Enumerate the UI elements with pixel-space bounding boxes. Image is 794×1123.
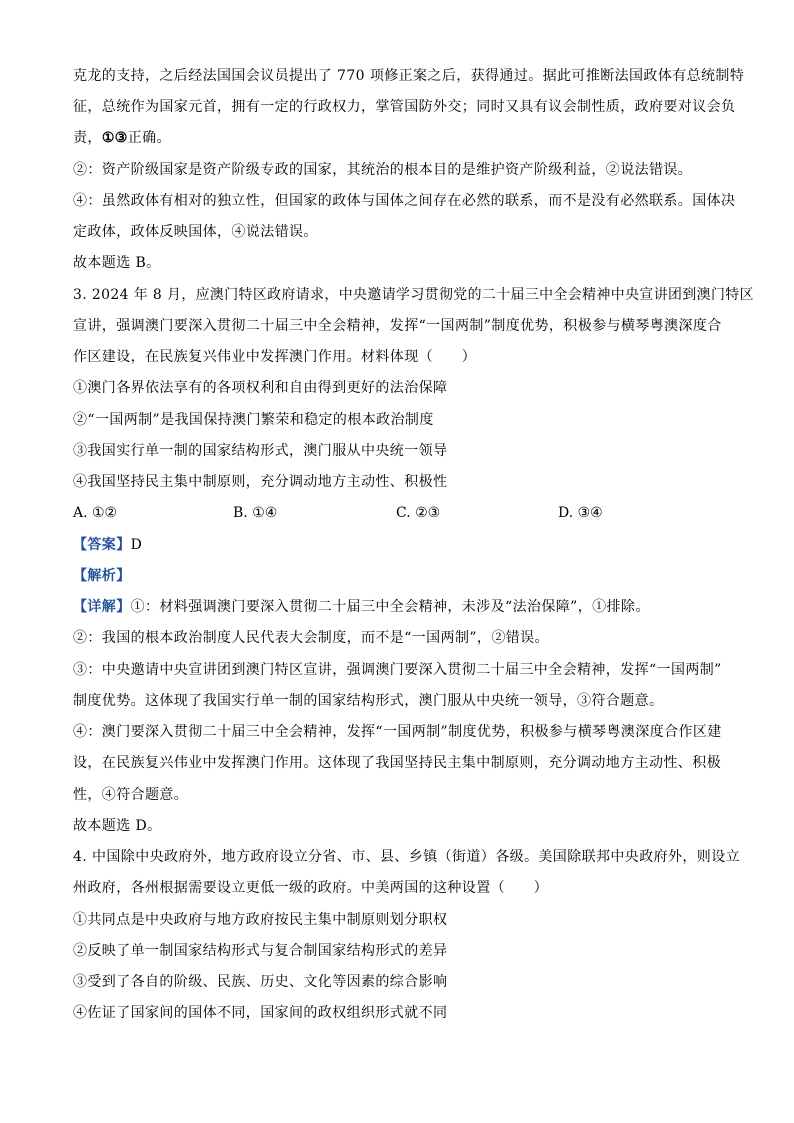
prev-conclusion: 故本题选 B。: [73, 255, 161, 271]
prev-explanation-text: 正确。: [127, 130, 171, 146]
detail-text: ①：材料强调澳门要深入贯彻二十届三中全会精神，未涉及“法治保障”，①排除。: [130, 599, 650, 615]
prev-explanation-text: 责，: [73, 130, 102, 146]
q4-stem-line-2: 州政府，各州根据需要设立更低一级的政府。中美两国的这种设置（ ）: [73, 880, 549, 896]
q3-statement-4: ④我国坚持民主集中制原则，充分调动地方主动性、积极性: [73, 474, 448, 490]
q3-option-a: A. ①②: [73, 505, 118, 521]
q3-stem-line-2: 宣讲，强调澳门要深入贯彻二十届三中全会精神，发挥“一国两制”制度优势，积极参与横琴粤澳深度合: [73, 318, 722, 334]
q3-analysis-line: [73, 566, 131, 586]
correct-items: ①③: [101, 130, 128, 146]
q3-option-c: C. ②③: [396, 505, 441, 521]
q4-stem-line-1: 4. 中国除中央政府外，地方政府设立分省、市、县、乡镇（街道）各级。美国除联邦中央政府外，则设立: [73, 849, 741, 865]
q4-statement-3: ③受到了各自的阶级、民族、历史、文化等因素的综合影响: [73, 974, 448, 990]
q4-statement-1: ①共同点是中央政府与地方政府按民主集中制原则划分职权: [73, 912, 448, 928]
q3-detail-line-1: [73, 597, 650, 617]
prev-explanation-line-3: [73, 128, 171, 148]
q3-stem-line-3: 作区建设，在民族复兴伟业中发挥澳门作用。材料体现（ ）: [73, 349, 477, 365]
q3-stem-line-1: 3. 2024 年 8 月，应澳门特区政府请求，中央邀请学习贯彻党的二十届三中全会精神中央宣讲团到澳门特区: [73, 287, 754, 303]
q3-detail-item-2: ②：我国的根本政治制度人民代表大会制度，而不是“一国两制”，②错误。: [73, 630, 549, 646]
q4-statement-2: ②反映了单一制国家结构形式与复合制国家结构形式的差异: [73, 943, 448, 959]
q4-statement-4: ④佐证了国家间的国体不同，国家间的政权组织形式就不同: [73, 1005, 448, 1021]
q3-option-d: D. ③④: [558, 505, 603, 521]
prev-explanation-item-2: ②：资产阶级国家是资产阶级专政的国家，其统治的根本目的是维护资产阶级利益，②说法错误。: [73, 162, 693, 178]
prev-explanation-line-1: 克龙的支持，之后经法国国会议员提出了 770 项修正案之后，获得通过。据此可推断法国政体有总统制特: [73, 68, 745, 84]
q3-conclusion: 故本题选 D。: [73, 818, 162, 834]
q3-detail-item-4-line-3: 性，④符合题意。: [73, 787, 189, 803]
q3-detail-item-3-line-1: ③：中央邀请中央宣讲团到澳门特区宣讲，强调澳门要深入贯彻二十届三中全会精神，发挥“一国两制”: [73, 662, 722, 678]
detail-label: 【详解】: [73, 599, 131, 615]
q3-detail-item-4-line-2: 设，在民族复兴伟业中发挥澳门作用。这体现了我国坚持民主集中制原则，充分调动地方主动性、积极: [73, 755, 721, 771]
q3-detail-item-4-line-1: ④：澳门要深入贯彻二十届三中全会精神，发挥“一国两制”制度优势，积极参与横琴粤澳深度合作区建: [73, 724, 722, 740]
prev-explanation-item-4-line-1: ④：虽然政体有相对的独立性，但国家的政体与国体之间存在必然的联系，而不是没有必然联系。国体决: [73, 193, 736, 209]
prev-explanation-line-2: 征，总统作为国家元首，拥有一定的行政权力，掌管国防外交；同时又具有议会制性质，政府要对议会负: [73, 99, 736, 115]
answer-value: D: [130, 537, 143, 553]
analysis-label: 【解析】: [73, 568, 131, 584]
q3-detail-item-3-line-2: 制度优势。这体现了我国实行单一制的国家结构形式，澳门服从中央统一领导，③符合题意。: [73, 693, 664, 709]
q3-statement-3: ③我国实行单一制的国家结构形式，澳门服从中央统一领导: [73, 443, 448, 459]
q3-statement-2: ②“一国两制”是我国保持澳门繁荣和稳定的根本政治制度: [73, 412, 434, 428]
prev-explanation-item-4-line-2: 定政体，政体反映国体，④说法错误。: [73, 224, 318, 240]
q3-statement-1: ①澳门各界依法享有的各项权利和自由得到更好的法治保障: [73, 380, 448, 396]
answer-label: 【答案】: [73, 537, 131, 553]
q3-option-b: B. ①④: [233, 505, 278, 521]
q3-answer-line: [73, 535, 142, 555]
